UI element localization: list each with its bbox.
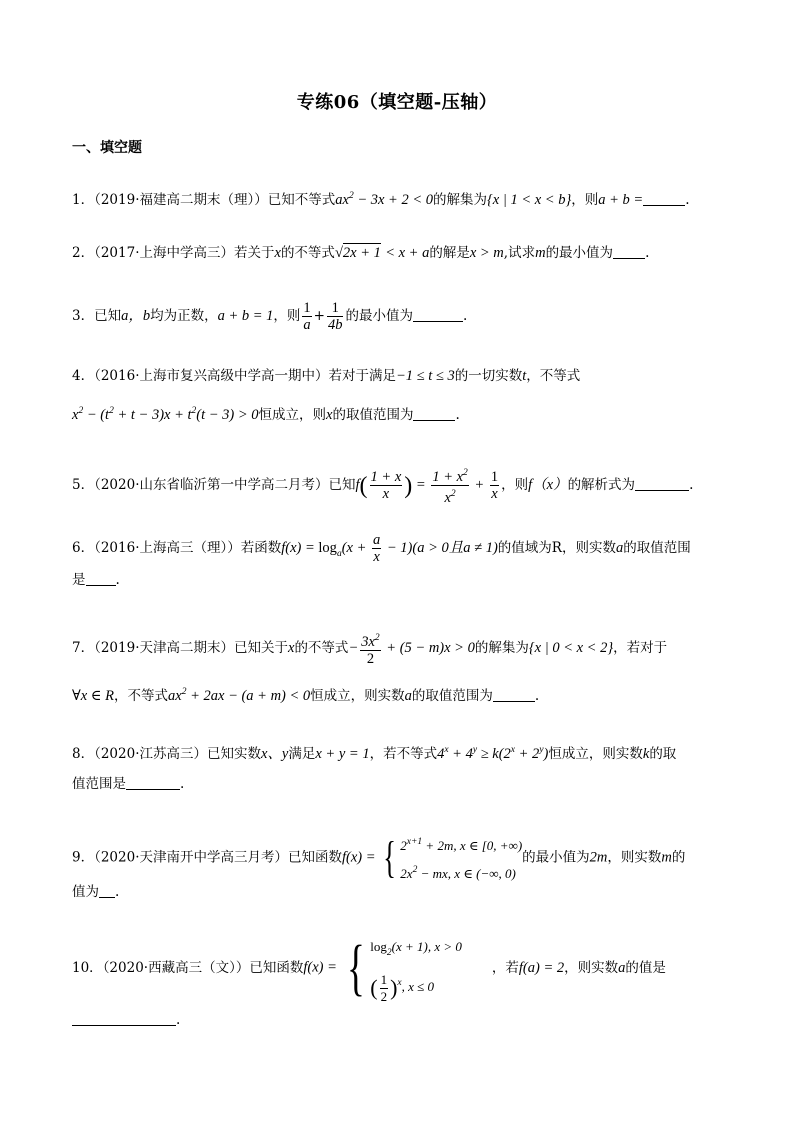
question-6-line-2: 是 . <box>72 572 120 588</box>
inequality: $x^2 - (t^2 + t - 3)x + t^2(t - 3) > 0$ <box>72 406 259 423</box>
answer-blank[interactable] <box>413 307 463 322</box>
answer-blank[interactable] <box>86 571 116 586</box>
fraction-1-over-4b: $\frac{1}{4b}$ <box>327 300 343 333</box>
question-9-line-2: 值为 . <box>72 884 120 900</box>
answer-blank[interactable] <box>72 1011 176 1026</box>
question-2: 2．（2017·上海中学高三）若关于x的不等式√2x + 1 < x + a的解是x > m,试求m的最小值为 . <box>72 245 650 261</box>
answer-blank[interactable] <box>613 244 645 259</box>
question-4: 4．（2016·上海市复兴高级中学高一期中）若对于满足−1 ≤ t ≤ 3的一切实数t，不等式 <box>72 368 581 384</box>
question-1: 1．（2019·福建高二期末（理））已知不等式$ax^2 - 3x + 2 < 0$的解集为{x | 1 < x < b}，则a + b = . <box>72 191 690 208</box>
answer-blank[interactable] <box>99 883 115 898</box>
inequality: $ax^2 - 3x + 2 < 0$ <box>335 191 433 208</box>
question-5: 5．（2020·山东省临沂第一中学高二月考）已知f( $\frac{1 + x}{x}$ ) = $\frac{1 + x^2}{x^2}$ + $\frac{1}{x}$ ，则f（x）的解析式为 . <box>72 465 732 506</box>
answer-blank[interactable] <box>493 687 535 702</box>
question-10-line-2: . <box>72 1010 732 1030</box>
question-7-line-2: ∀x ∈ R，不等式$ax^2 + 2ax - (a + m) < 0$恒成立，则实数a的取值范围为 . <box>72 687 540 704</box>
question-8: 8．（2020·江苏高三）已知实数x、y满足x + y = 1，若不等式$4^x + 4^y \ge k(2^x + 2^y)$恒成立，则实数k的取 <box>72 745 677 762</box>
section-heading: 一、填空题 <box>72 140 142 156</box>
answer-blank[interactable] <box>413 406 455 421</box>
question-3: 3．已知a，b均为正数，a + b = 1，则 $\frac{1}{a}$ + $\frac{1}{4b}$ 的最小值为 . <box>72 300 468 333</box>
log-function: $f(x) = \log_a(x$ + $\frac{a}{x}$ − 1) <box>281 532 413 565</box>
answer-blank[interactable] <box>126 775 180 790</box>
sqrt-expression: √2x + 1 <box>334 245 381 261</box>
page-title: 专练06（填空题-压轴） <box>296 92 498 113</box>
question-7: 7．（2019·天津高二期末）已知关于x的不等式− $\frac{3x^2}{2}$ + (5 − m)x > 0的解集为{x | 0 < x < 2}，若对于 <box>72 630 732 667</box>
functional-equation: f( $\frac{1 + x}{x}$ ) = $\frac{1 + x^2}{x^2}$ + $\frac{1}{x}$ <box>356 477 502 493</box>
inequality: $4^x + 4^y \ge k(2^x + 2^y)$ <box>437 745 549 762</box>
question-9: 9．（2020·天津南开中学高三月考）已知函数f(x) = { $2^{x+1} + 2m$, x ∈ [0, +∞) $2x^2$ − mx, x ∈ (−∞, 0) 的最小值为2m，则实数m的 <box>72 830 732 886</box>
fraction-1-over-a: $\frac{1}{a}$ <box>303 300 311 333</box>
inequality: $ax^2 + 2ax - (a + m) < 0$ <box>168 687 311 704</box>
piecewise-function: f(x) = { $2^{x+1} + 2m$, x ∈ [0, +∞) $2x^2$ − mx, x ∈ (−∞, 0) <box>342 833 523 882</box>
inequality: − $\frac{3x^2}{2}$ + (5 − m)x > 0 <box>348 640 474 656</box>
question-4-line-2: $x^2 - (t^2 + t - 3)x + t^2(t - 3) > 0$恒成立，则x的取值范围为 . <box>72 406 460 423</box>
answer-blank[interactable] <box>643 191 685 206</box>
question-8-line-2: 值范围是 . <box>72 776 185 792</box>
question-10: 10．（2020·西藏高三（文））已知函数f(x) = { $\log_2(x + 1)$, x > 0 ( $\frac{1}{2}$ )$^x$, x ≤ 0 ，若f(a) = 2，则实数a的值是 <box>72 932 732 1005</box>
piecewise-function: f(x) = { $\log_2(x + 1)$, x > 0 ( $\frac{1}{2}$ )$^x$, x ≤ 0 <box>303 934 462 1004</box>
answer-blank[interactable] <box>635 476 689 491</box>
question-6: 6．（2016·上海高三（理））若函数$f(x) = \log_a(x$ + $\frac{a}{x}$ − 1)(a > 0且a ≠ 1)的值域为R，则实数a的取值范围 <box>72 532 691 565</box>
